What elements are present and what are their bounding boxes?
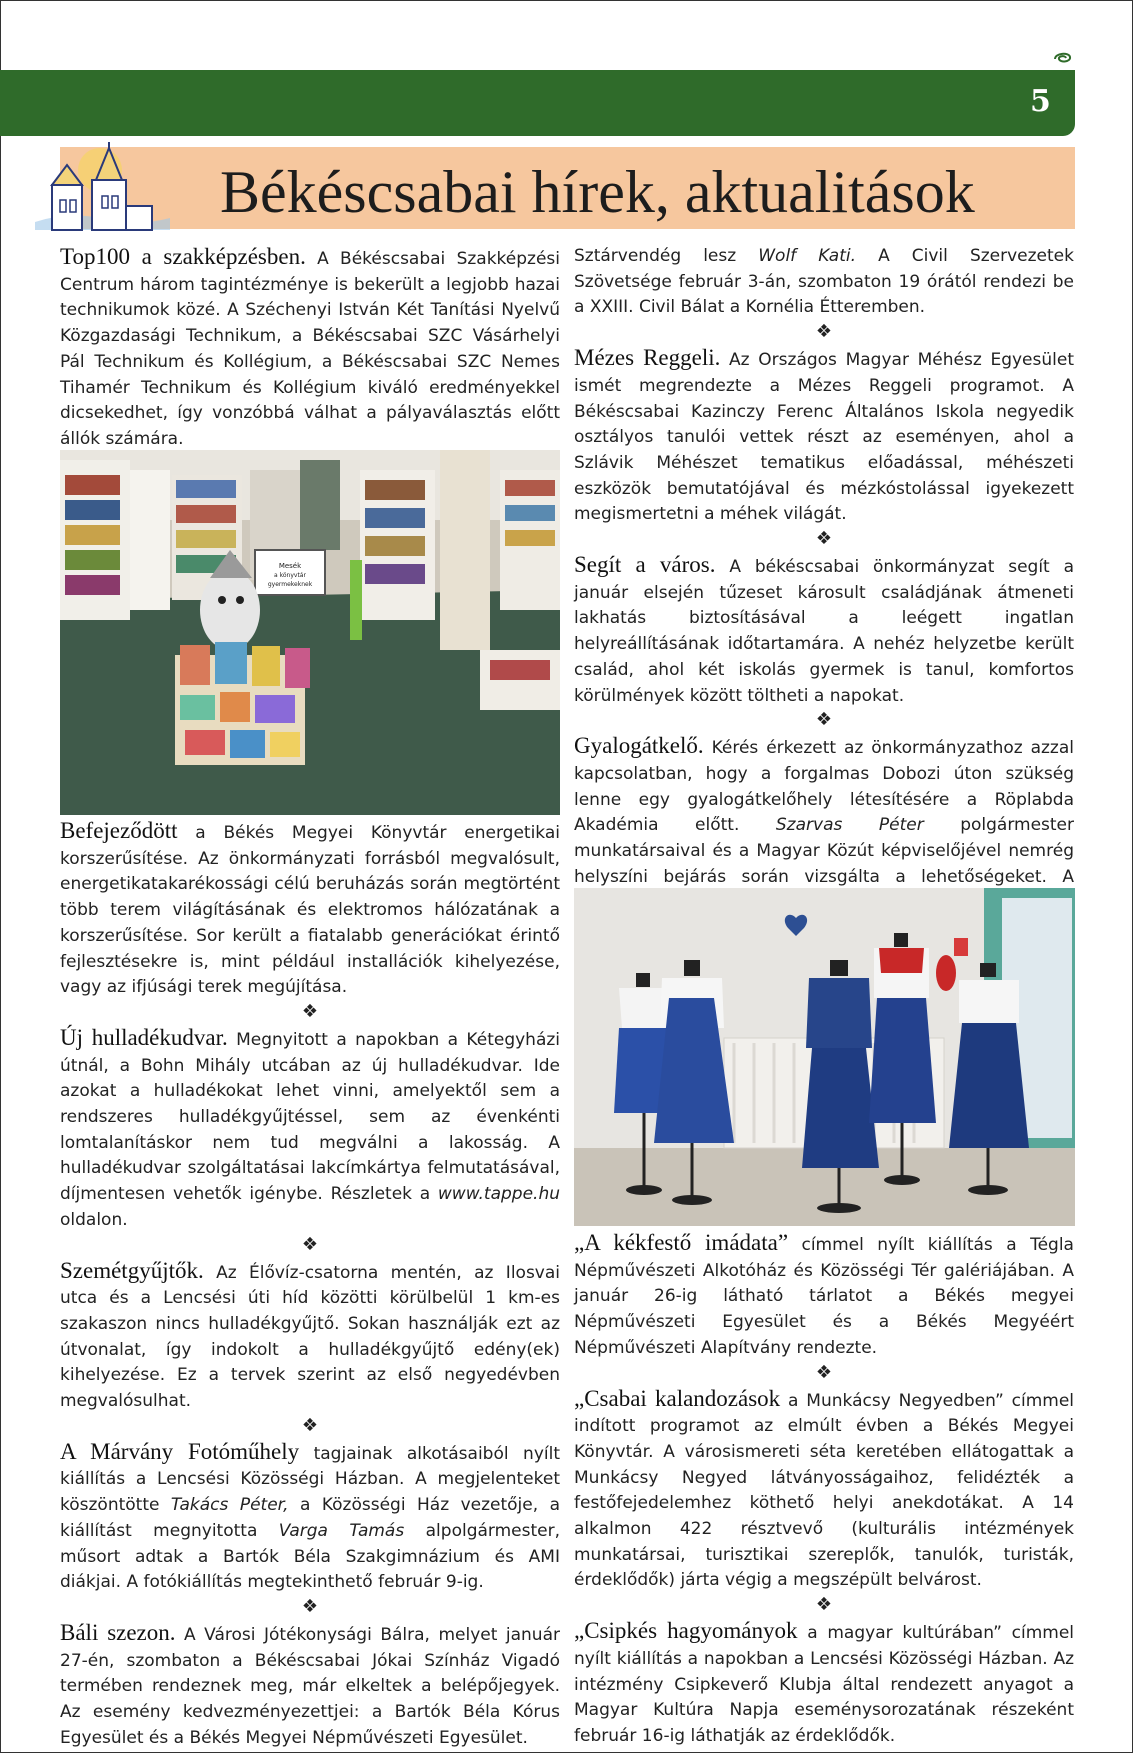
- library-sign-line3: gyermekeknek: [267, 581, 313, 588]
- separator-icon: ❖: [301, 1414, 319, 1436]
- article-konyvtar: Befejeződött a Békés Megyei Könyvtár energetikai korszerűsítése. Az önkormányzati forrásból megvalósult, energetikatakarékossági célú beruházás során megtörtént több terem világításának és elektromos hálózatának a korszerűsítése. Sor került a fiatalabb generációkat érintő fejlesztésekre is, mint például installációk kihelyezése, vagy az ifjúsági terek megújítása.: [60, 818, 560, 998]
- right-column-top: [574, 244, 1074, 966]
- tappe-link[interactable]: www.tappe.hu: [437, 1184, 560, 1205]
- separator-icon: ❖: [301, 1233, 319, 1255]
- article-szemetgyujtok: Szemétgyűjtők. Az Élővíz-csatorna mentén, az Ilosvai utca és a Lencsési úti híd közötti körülbelül 1 km-es szakaszon nincs hulladékgyűjtő. Sokan használják ezt az útvonalat, így indokolt a hulladékgyűjtő edény(ek) kihelyezése. Ez a tervek szerint az első negyedévben megvalósulhat.: [60, 1257, 560, 1412]
- masthead-bar: [0, 70, 1075, 136]
- separator-icon: ❖: [815, 709, 833, 731]
- masthead-title: CSABAIAKTUÁLIS: [349, 12, 786, 76]
- article-mezes-reggeli: Mézes Reggeli. Az Országos Magyar Méhész Egyesület ismét megrendezte a Mézes Reggeli programot. A Békéscsabai Kazinczy Ferenc Általános Iskola negyedik osztályos tanulói vettek részt az eseményen, ahol a Szlávik Méhészet tematikus előadással, méhészeti eszközök bemutatójával és mézkóstolással igyekezett megismertetni a méhek világát.: [574, 345, 1074, 525]
- article-csabai-kalandozasok: „Csabai kalandozások a Munkácsy Negyedben” címmel indított programot az elmúlt évben a Békés Megyei Könyvtár. A városismereti séta keretében ellátogattak a Munkácsy Negyed látványosságaihoz, felidézték a festőfejedelemhez köthető helyi anekdotákat. A 14 alkalmon 422 résztvevő (kulturális intézmények munkatársai, turisztikai szereplők, tanulók, turisták, érdeklődők) járta végig a megszépült belvárost.: [574, 1385, 1075, 1591]
- separator-icon: ❖: [815, 528, 833, 550]
- separator-icon: ❖: [301, 1000, 319, 1022]
- separator-icon: ❖: [815, 321, 833, 343]
- section-title: Békéscsabai hírek, aktualitások: [220, 159, 975, 225]
- article-segit-a-varos: Segít a város. A békéscsabai önkormányzat segít a január elsején tűzeset károsult családjának átmeneti lakhatás biztosításával a leégett ingatlan helyreállításának időtartamára. A nehéz helyzetbe került család, ahol két iskolás gyermek is tanul, komfortos körülmények között töltheti a napokat.: [574, 552, 1074, 706]
- article-bal-continued: Sztárvendég lesz Wolf Kati. A Civil Szervezetek Szövetsége február 3-án, szombaton 19 órától rendezi be a XXIII. Civil Bálat a Kornélia Étteremben.: [574, 246, 1074, 318]
- left-column-top: [60, 244, 560, 477]
- library-photo: [60, 450, 560, 815]
- article-gyalogatkelo: Gyalogátkelő. Kérés érkezett az önkormányzathoz azzal kapcsolatban, hogy a forgalmas Dobozi úton szükség lenne egy gyalogátkelőhely létesítésére a Röplabda Akadémia előtt. Szarvas Péter polgármester munkatársaival és a Magyar Közút képviselőjével nemrég helyszíni bejárás során vizsgálta a lehetőségeket. A: [574, 733, 1075, 887]
- page-number: 5: [1030, 84, 1051, 119]
- library-sign-line2: a könyvtár: [274, 572, 306, 579]
- left-column-bottom: [60, 818, 560, 1752]
- separator-icon: ❖: [815, 1594, 833, 1616]
- article-marvany: A Márvány Fotóműhely tagjainak alkotásaiból nyílt kiállítás a Lencsési Közösségi Házban. A megjelenteket köszöntötte Takács Péter, a Közösségi Ház vezetője, a kiállítást megnyitotta Varga Tamás alpolgármester, műsort adtak a Bartók Béla Szakgimnázium és AMI diákjai. A fotókiállítás megtekinthető február 9-ig.: [60, 1438, 560, 1593]
- church-illustration-icon: [30, 140, 170, 240]
- article-csipkes-hagyomanyok: „Csipkés hagyományok a magyar kultúrában” címmel nyílt kiállítás a napokban a Lencsési Közösségi Házban. Az intézmény Csipkeverő Klubja által rendezett anyagot a Magyar Kultúra Napja eseménysorozatának részeként február 16-ig láthatják az érdeklődők.: [574, 1618, 1074, 1746]
- article-kekfesto: „A kékfestő imádata” címmel nyílt kiállítás a Tégla Népművészeti Alkotóház és Közösségi Tér galériájában. A január 26-ig látható tárlatot a Békés megyei Népművészeti Egyesület és a Békés Megyéért Népművészeti Alapítvány rendezte.: [574, 1230, 1074, 1358]
- separator-icon: ❖: [301, 1595, 319, 1617]
- right-column-bottom: [574, 1230, 1074, 1750]
- article-top100: Top100 a szakképzésben. A Békéscsabai Szakképzési Centrum három tagintézménye is bekerült a legjobb hazai technikumok közé. A Széchenyi István Két Tanítási Nyelvű Közgazdasági Technikum, a Békéscsabai SZC Vásárhelyi Pál Technikum és Kollégium, a Békéscsabai SZC Nemes Tihamér Technikum és Kollégium kiváló eredményekkel dicsekedhet, így vonzóbbá válhat a pályaválasztás előtt állók számára.: [60, 244, 561, 449]
- kekfesto-exhibition-photo: [574, 888, 1075, 1226]
- separator-icon: ❖: [815, 1361, 833, 1383]
- article-hulladekudvar: Új hulladékudvar. Megnyitott a napokban a Kétegyházi útnál, a Bohn Mihály utcában az új hulladékudvar. Ide azokat a hulladékokat lehet vinni, amelyektől sem a rendszeres hulladékgyűjtéssel, sem az évenkénti lomtalanításkor nem tud megválni a lakosság. A hulladékudvar szolgáltatásai lakcímkártya felmutatásával, díjmentesen vehetők igénybe. Részletek a www.tappe.hu oldalon.: [60, 1024, 561, 1230]
- article-bali-szezon: Báli szezon. A Városi Jótékonysági Bálra, melyet január 27-én, szombaton a Békéscsabai Jókai Színház Vigadó termében rendeznek meg, már elkeltek a belépőjegyek. Az esemény kedvezményezettjei: a Bartók Béla Kórus Egyesület és a Békés Megyei Népművészeti Egyesület.: [60, 1619, 560, 1748]
- library-sign-line1: Mesék: [278, 562, 302, 570]
